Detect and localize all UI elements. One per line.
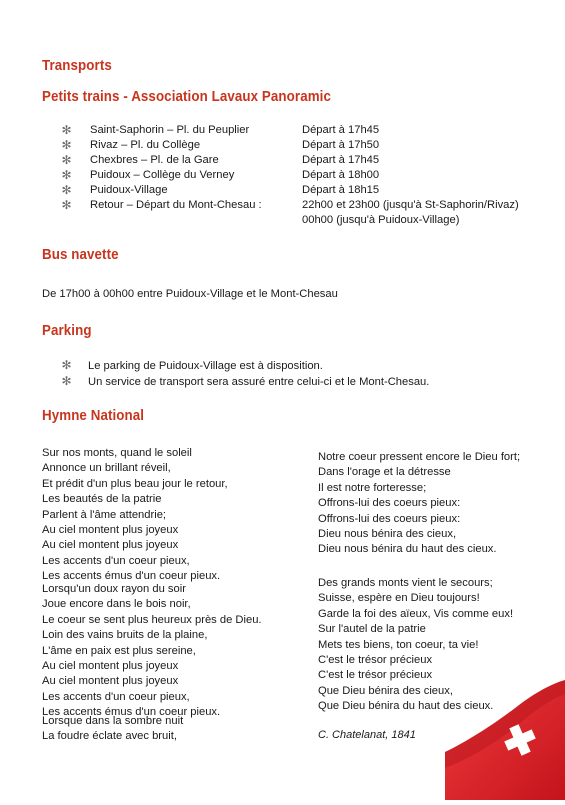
hymn-line: Les accents émus d'un coeur pieux. xyxy=(42,706,221,719)
heading-hymne-national: Hymne National xyxy=(42,408,145,424)
hymn-stanza-left-2 xyxy=(42,582,262,721)
train-stop: Saint-Saphorin – Pl. du Peuplier xyxy=(90,124,250,136)
train-stop: Retour – Départ du Mont-Chesau : xyxy=(90,199,262,211)
hymn-line: Offrons-lui des coeurs pieux: xyxy=(318,497,461,510)
hymn-line: Dieu nous bénira des cieux, xyxy=(318,528,457,541)
train-stop: Puidoux – Collège du Verney xyxy=(90,169,235,181)
train-departure: 22h00 et 23h00 (jusqu'à St-Saphorin/Rivaz) xyxy=(302,199,519,211)
spider-bullet-icon: ✻ xyxy=(61,123,72,137)
hymn-line: Notre coeur pressent encore le Dieu fort; xyxy=(318,451,521,463)
heading-bus-navette: Bus navette xyxy=(42,247,119,263)
hymn-line: Au ciel montent plus joyeux xyxy=(42,660,179,673)
train-stop: Rivaz – Pl. du Collège xyxy=(90,139,201,151)
hymn-line: Lorsqu'un doux rayon du soir xyxy=(42,583,186,595)
train-departure: Départ à 17h50 xyxy=(302,139,380,151)
hymn-stanza-left-1 xyxy=(42,446,228,585)
swiss-flag-graphic xyxy=(445,680,565,800)
hymn-line: Les accents émus d'un coeur pieux. xyxy=(42,570,221,583)
spider-bullet-icon: ✻ xyxy=(61,138,72,152)
hymn-line: Des grands monts vient le secours; xyxy=(318,577,493,589)
hymn-line: Que Dieu bénira du haut des cieux. xyxy=(318,700,494,713)
hymn-line: L'âme en paix est plus sereine, xyxy=(42,644,196,657)
hymn-stanza-right-1 xyxy=(318,450,520,558)
train-departure-extra: 00h00 (jusqu'à Puidoux-Village) xyxy=(302,214,460,226)
hymn-line: Au ciel montent plus joyeux xyxy=(42,524,179,537)
spider-bullet-icon: ✻ xyxy=(61,198,72,212)
parking-text: Un service de transport sera assuré entre celui-ci et le Mont-Chesau. xyxy=(88,376,430,388)
hymn-line: Que Dieu bénira des cieux, xyxy=(318,684,453,697)
hymn-line: Sur nos monts, quand le soleil xyxy=(42,447,192,459)
train-departure: Départ à 18h00 xyxy=(302,169,380,181)
heading-transports: Transports xyxy=(42,58,112,74)
hymn-line: Garde la foi des aïeux, Vis comme eux! xyxy=(318,607,514,620)
hymn-line: Le coeur se sent plus heureux près de Dieu. xyxy=(42,613,262,626)
train-departure: Départ à 18h15 xyxy=(302,184,380,196)
hymn-line: Loin des vains bruits de la plaine, xyxy=(42,629,208,642)
spider-bullet-icon: ✻ xyxy=(61,374,72,388)
train-stop: Chexbres – Pl. de la Gare xyxy=(90,154,219,166)
hymn-line: C'est le trésor précieux xyxy=(318,654,433,667)
swiss-flag-icon xyxy=(445,680,565,800)
hymn-line: Offrons-lui des coeurs pieux: xyxy=(318,512,461,525)
train-departure: Départ à 17h45 xyxy=(302,124,380,136)
hymn-line: Les accents d'un coeur pieux, xyxy=(42,690,190,703)
hymn-line: Annonce un brillant réveil, xyxy=(42,462,171,475)
bus-schedule-text: De 17h00 à 00h00 entre Puidoux-Village et le Mont-Chesau xyxy=(42,288,338,300)
hymn-line: Sur l'autel de la patrie xyxy=(318,623,426,636)
parking-text: Le parking de Puidoux-Village est à disposition. xyxy=(88,360,323,372)
hymn-line: Joue encore dans le bois noir, xyxy=(42,598,191,611)
train-departure: Départ à 17h45 xyxy=(302,154,380,166)
hymn-stanza-left-3 xyxy=(42,714,183,745)
hymn-line: Dans l'orage et la détresse xyxy=(318,466,451,479)
hymn-line: Au ciel montent plus joyeux xyxy=(42,675,179,688)
hymn-line: Mets tes biens, ton coeur, ta vie! xyxy=(318,638,479,651)
heading-petits-trains: Petits trains - Association Lavaux Panoramic xyxy=(42,89,331,105)
spider-bullet-icon: ✻ xyxy=(61,183,72,197)
hymn-line: Suisse, espère en Dieu toujours! xyxy=(318,592,480,605)
hymn-line: Et prédit d'un plus beau jour le retour, xyxy=(42,477,228,490)
hymn-line: Les accents d'un coeur pieux, xyxy=(42,554,190,567)
hymn-line: Parlent à l'âme attendrie; xyxy=(42,508,167,521)
hymn-line: Au ciel montent plus joyeux xyxy=(42,539,179,552)
heading-parking: Parking xyxy=(42,323,92,339)
hymn-line: Les beautés de la patrie xyxy=(42,493,162,506)
hymn-author-credit: C. Chatelanat, 1841 xyxy=(318,729,416,741)
train-stop: Puidoux-Village xyxy=(90,184,168,196)
hymn-line: Dieu nous bénira du haut des cieux. xyxy=(318,543,497,556)
spider-bullet-icon: ✻ xyxy=(61,153,72,167)
spider-bullet-icon: ✻ xyxy=(61,358,72,372)
hymn-line: C'est le trésor précieux xyxy=(318,669,433,682)
hymn-line: Lorsque dans la sombre nuit xyxy=(42,715,184,727)
hymn-line: Il est notre forteresse; xyxy=(318,481,427,494)
spider-bullet-icon: ✻ xyxy=(61,168,72,182)
hymn-line: La foudre éclate avec bruit, xyxy=(42,730,177,743)
